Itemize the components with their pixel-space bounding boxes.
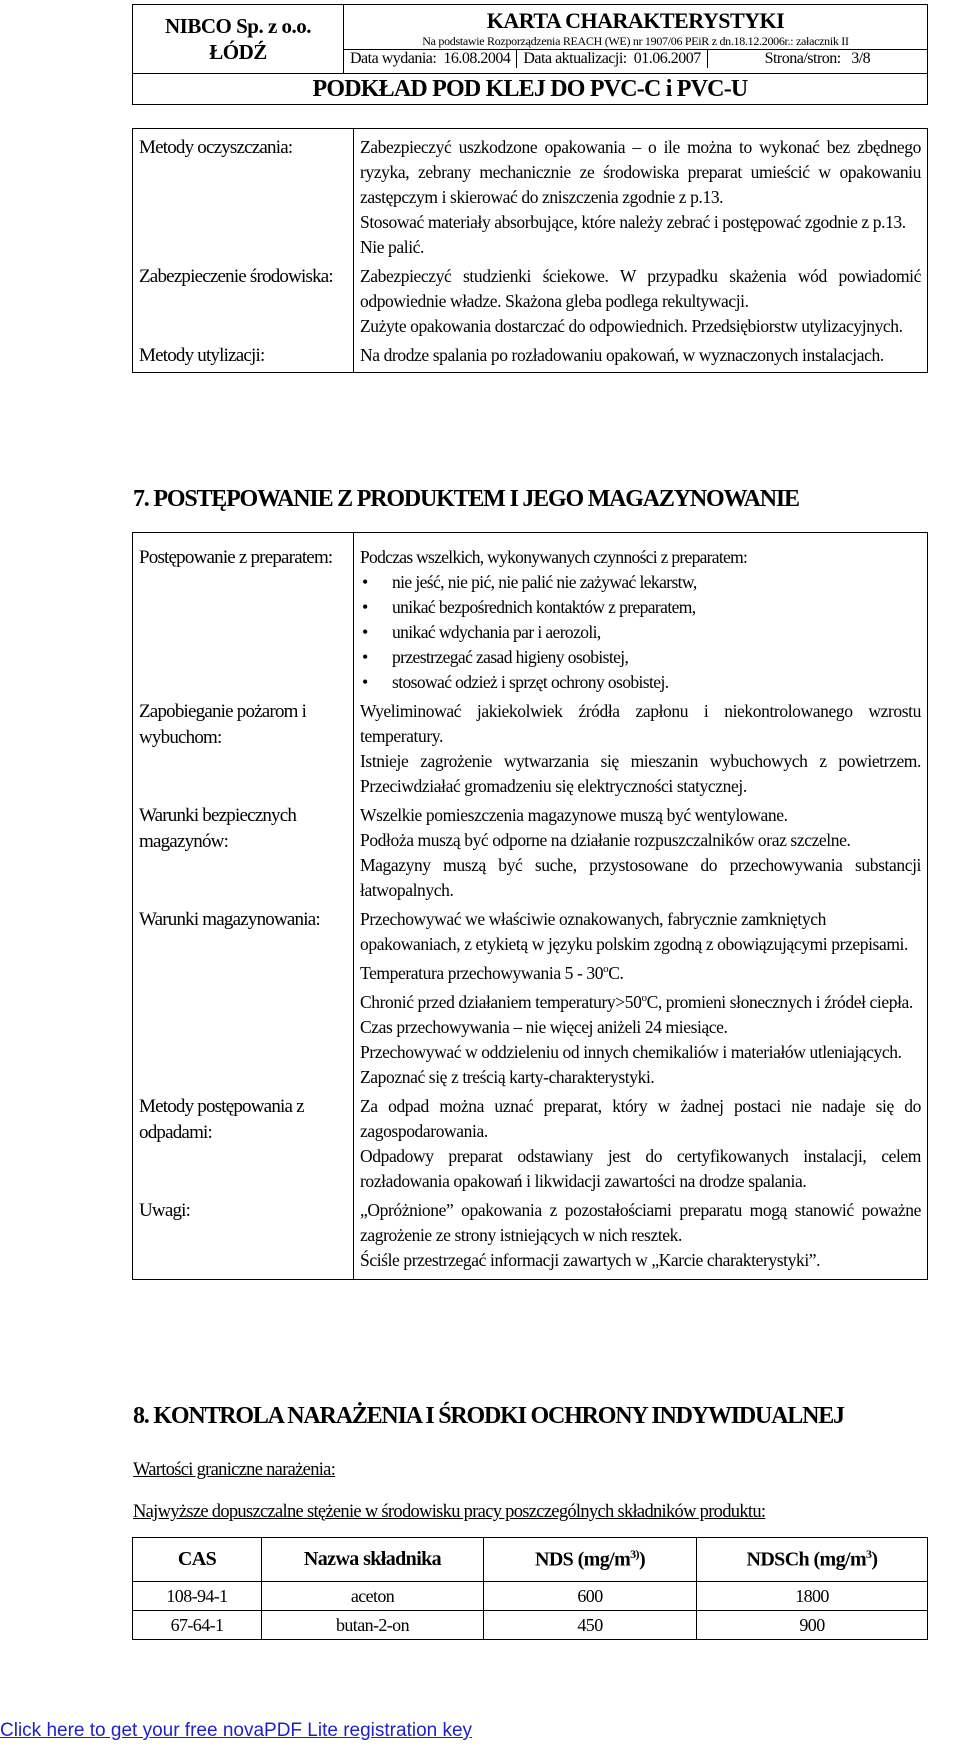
paragraph: Odpadowy preparat odstawiany jest do certyfikowanych instalacji, celem rozładowania opakowań i likwidacji zawartości na drodze spalania. <box>360 1145 921 1191</box>
paragraph: Stosować materiały absorbujące, które należy zebrać i postępować zgodnie z p.13. <box>360 212 906 232</box>
cell-ndsch: 900 <box>697 1611 928 1640</box>
text-disposal: Na drodze spalania po rozładowaniu opakowań, w wyznaczonych instalacjach. <box>354 341 928 373</box>
text-part: C. <box>608 962 624 983</box>
row-storage <box>133 905 928 1092</box>
bullet-item: • unikać wdychania par i aerozoli, <box>360 620 921 645</box>
paragraph: Magazyny muszą być suche, przystosowane do przechowywania substancji łatwopalnych. <box>360 855 921 900</box>
row-handling <box>133 533 928 698</box>
paragraph: Zapoznać się z treścią karty-charakterystyki. <box>360 1066 655 1087</box>
update-date-value: 01.06.2007 <box>633 50 701 67</box>
company-city: ŁÓDŹ <box>209 40 267 64</box>
text-fire <box>354 697 928 801</box>
text-cleanup <box>354 129 928 263</box>
product-name: PODKŁAD POD KLEJ DO PVC-C i PVC-U <box>133 74 928 105</box>
page-value: 3/8 <box>851 50 871 67</box>
cell-cas: 67-64-1 <box>133 1611 262 1640</box>
page-field <box>707 50 927 68</box>
issue-date-field <box>344 50 516 68</box>
nds-title: Najwyższe dopuszczalne stężenie w środowisku pracy poszczególnych składników produktu: <box>133 1502 766 1522</box>
text-waste <box>354 1092 928 1196</box>
paragraph: Przechowywać w oddzieleniu od innych chemikaliów i materiałów utleniających. <box>360 1041 902 1062</box>
col-ndsch-text: NDSCh (mg/m <box>746 1548 867 1571</box>
issue-date-label: Data wydania: <box>350 50 437 67</box>
issue-date-value: 16.08.2004 <box>443 50 511 67</box>
paragraph: Ściśle przestrzegać informacji zawartych w „Karcie charakterystyki”. <box>360 1249 821 1270</box>
col-nds-text: NDS (mg/m <box>534 1548 631 1571</box>
label-disposal: Metody utylizacji: <box>133 341 354 373</box>
paragraph: Istnieje zagrożenie wytwarzania się mieszanin wybuchowych z powietrzem. Przeciwdziałać gromadzeniu się elektryczności statycznej. <box>360 751 921 796</box>
paragraph: Czas przechowywania – nie więcej aniżeli 24 miesiące. <box>360 1016 728 1037</box>
table-row <box>133 1611 928 1640</box>
handling-bullets <box>360 570 921 695</box>
section8-heading: 8. KONTROLA NARAŻENIA I ŚRODKI OCHRONY INDYWIDUALNEJ <box>133 1403 844 1429</box>
text-storage <box>354 905 928 1092</box>
paragraph: Nie palić. <box>360 237 425 257</box>
paragraph: Zabezpieczyć studzienki ściekowe. W przypadku skażenia wód powiadomić odpowiednie władze. Skażona gleba podlega rekultywacji. <box>360 266 921 311</box>
bullet-item: • unikać bezpośrednich kontaktów z preparatem, <box>360 595 921 620</box>
label-environment: Zabezpieczenie środowiska: <box>133 262 354 341</box>
col-cas: CAS <box>133 1538 262 1582</box>
cell-name: butan-2-on <box>262 1611 484 1640</box>
table-header-row <box>133 1538 928 1582</box>
superscript: o <box>641 991 647 1004</box>
col-name: Nazwa składnika <box>262 1538 484 1582</box>
row-cleanup <box>133 129 928 263</box>
text-part: Temperatura przechowywania 5 - 30 <box>360 962 604 983</box>
storage-heat <box>360 986 921 1015</box>
paragraph: „Opróżnione” opakowania z pozostałościami preparatu mogą stanowić poważne zagrożenie ze strony istniejących w nich resztek. <box>360 1199 921 1245</box>
superscript: o <box>603 963 609 975</box>
update-date-label: Data aktualizacji: <box>523 50 627 67</box>
row-disposal <box>133 341 928 373</box>
cell-nds: 600 <box>484 1582 697 1611</box>
storage-temperature <box>360 957 921 986</box>
row-fire <box>133 697 928 801</box>
exposure-limits-title: Wartości graniczne narażenia: <box>133 1460 336 1480</box>
label-notes: Uwagi: <box>133 1196 354 1280</box>
bullet-item: • nie jeść, nie pić, nie palić nie zażywać lekarstw, <box>360 570 921 595</box>
paragraph: Zabezpieczyć uszkodzone opakowania – o ile można to wykonać bez zbędnego ryzyka, zebrany mechanicznie ze środowiska preparat umieścić w opakowaniu zastępczym i skierować do zniszczenia zgodnie z p.13. <box>360 137 921 207</box>
table-row <box>133 1582 928 1611</box>
label-fire: Zapobieganie pożarom i wybuchom: <box>133 697 354 801</box>
row-notes <box>133 1196 928 1280</box>
registration-key-link[interactable]: Click here to get your free novaPDF Lite registration key <box>0 1720 473 1741</box>
paragraph: Za odpad można uznać preparat, który w żadnej postaci nie nadaje się do zagospodarowania. <box>360 1095 921 1141</box>
col-nds <box>484 1538 697 1582</box>
page-label: Strona/stron: <box>764 50 841 67</box>
cell-nds: 450 <box>484 1611 697 1640</box>
row-waste <box>133 1092 928 1196</box>
text-part: Chronić przed działaniem temperatury>50 <box>360 991 642 1012</box>
section7-heading: 7. POSTĘPOWANIE Z PRODUKTEM I JEGO MAGAZYNOWANIE <box>133 486 799 512</box>
cell-cas: 108-94-1 <box>133 1582 262 1611</box>
paragraph: Zużyte opakowania dostarczać do odpowiednich. Przedsiębiorstw utylizacyjnych. <box>360 316 903 336</box>
text-environment <box>354 262 928 341</box>
label-handling: Postępowanie z preparatem: <box>133 533 354 698</box>
text-handling <box>354 533 928 698</box>
label-waste: Metody postępowania z odpadami: <box>133 1092 354 1196</box>
legal-basis: Na podstawie Rozporządzenia REACH (WE) nr 1907/06 PEiR z dn.18.12.2006r.: załacznik II <box>422 34 849 48</box>
text-part: C, promieni słonecznych i źródeł ciepła. <box>646 991 913 1012</box>
col-nds-end: ) <box>638 1548 645 1571</box>
text-notes <box>354 1196 928 1280</box>
paragraph: Przechowywać we właściwie oznakowanych, fabrycznie zamkniętych opakowaniach, z etykietą w języku polskim zgodną z obowiązującymi przepisami. <box>360 909 908 954</box>
section6-table <box>132 128 928 373</box>
label-safe-storage: Warunki bezpiecznych magazynów: <box>133 801 354 905</box>
col-ndsch-end: ) <box>871 1548 878 1571</box>
update-date-field <box>516 50 706 68</box>
doc-info-cell <box>344 5 928 74</box>
exposure-limits-table <box>132 1537 928 1640</box>
paragraph: Wszelkie pomieszczenia magazynowe muszą być wentylowane. <box>360 805 788 825</box>
label-storage: Warunki magazynowania: <box>133 905 354 1092</box>
section7-table <box>132 532 928 1280</box>
col-ndsch-sup: 3 <box>866 1547 872 1562</box>
date-row <box>344 49 927 68</box>
paragraph: Wyeliminować jakiekolwiek źródła zapłonu i niekontrolowanego wzrostu temperatury. <box>360 701 921 746</box>
company-cell <box>133 5 344 74</box>
bullet-item: • przestrzegać zasad higieny osobistej, <box>360 645 921 670</box>
doc-title: KARTA CHARAKTERYSTYKI <box>486 8 785 33</box>
bullet-item: • stosować odzież i sprzęt ochrony osobistej. <box>360 670 921 695</box>
col-nds-sup: 3) <box>630 1547 639 1562</box>
handling-intro: Podczas wszelkich, wykonywanych czynności z preparatem: <box>360 547 748 567</box>
company-name: NIBCO Sp. z o.o. <box>164 14 312 38</box>
row-environment <box>133 262 928 341</box>
document-header <box>132 4 928 105</box>
label-cleanup: Metody oczyszczania: <box>133 129 354 263</box>
cell-ndsch: 1800 <box>697 1582 928 1611</box>
row-safe-storage <box>133 801 928 905</box>
text-safe-storage <box>354 801 928 905</box>
paragraph: Podłoża muszą być odporne na działanie rozpuszczalników oraz szczelne. <box>360 830 851 850</box>
cell-name: aceton <box>262 1582 484 1611</box>
col-ndsch <box>697 1538 928 1582</box>
